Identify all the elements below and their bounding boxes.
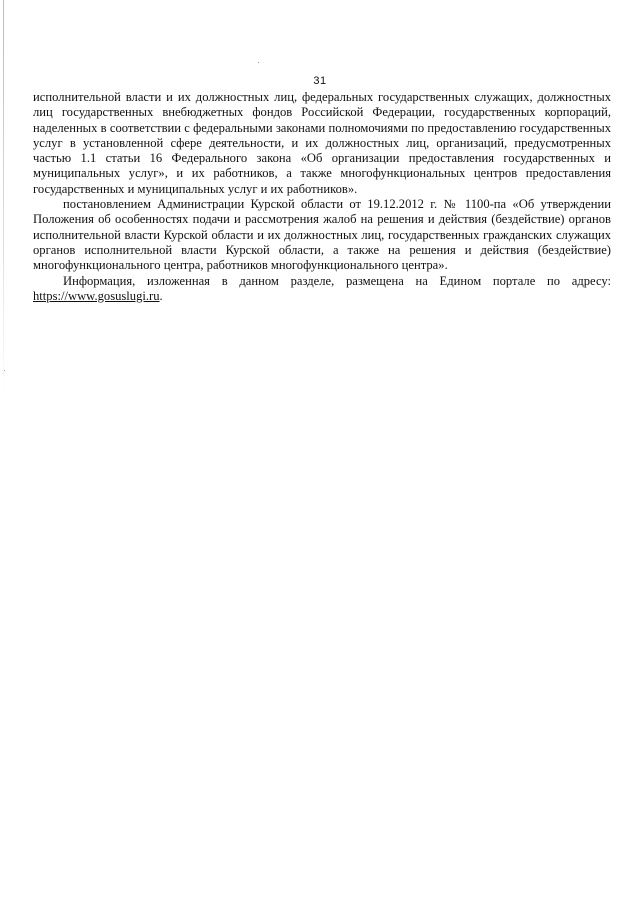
portal-info-text: Информация, изложенная в данном разделе, размещена на Едином портале по адресу:	[63, 273, 611, 288]
paragraph-kursk-decree: постановлением Администрации Курской области от 19.12.2012 г. № 1100-па «Об утверждении Положения об особенностях подачи и рассмотрения жалоб на решения и действия (бездействие) органов исполнительной власти Курской области и их должностных лиц, государственных гражданских служащих органов исполнительной власти Курской области, а также на решения и действия (бездействие) многофункционального центра, работников многофункционального центра».	[33, 197, 611, 273]
gosuslugi-link[interactable]: https://www.gosuslugi.ru	[33, 288, 160, 303]
scan-edge	[3, 0, 4, 400]
portal-info-tail: .	[159, 288, 163, 303]
scan-speck	[4, 370, 5, 371]
scan-speck	[258, 62, 259, 63]
paragraph-complaint-bodies: исполнительной власти и их должностных лиц, федеральных государственных служащих, должностных лиц государственных внебюджетных фондов Российской Федерации, государственных корпораций, наделенных в соответствии с федеральными законами полномочиями по предоставлению государственных услуг в установленной сфере деятельности, и их должностных лиц, организаций, предусмотренных частью 1.1 статьи 16 Федерального закона «Об организации предоставления государственных и муниципальных услуг», и их работников, а также многофункциональных центров предоставления государственных и муниципальных услуг и их работников».	[33, 90, 611, 196]
document-body	[33, 90, 611, 304]
page-number: 31	[313, 75, 327, 87]
paragraph-portal-info	[33, 274, 611, 305]
